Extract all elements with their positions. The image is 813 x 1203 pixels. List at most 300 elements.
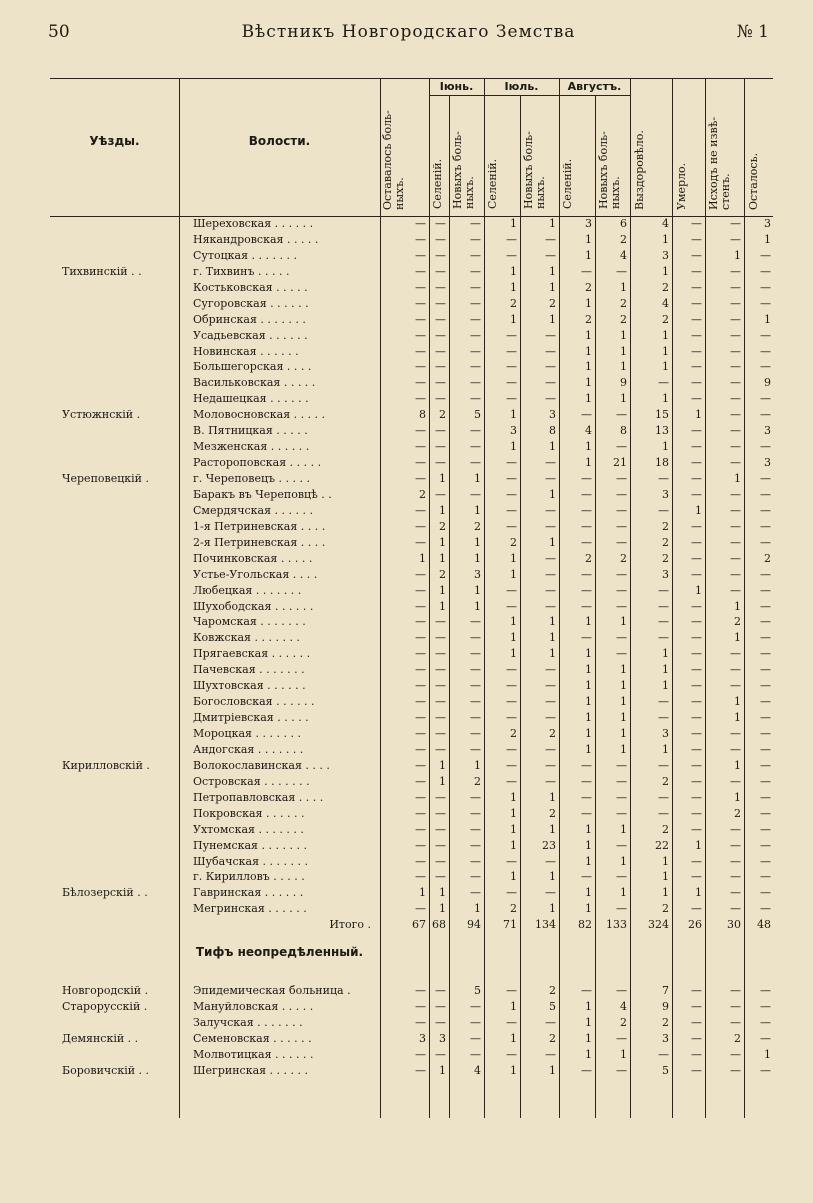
value-cell: 3 [510,424,517,438]
value-cell: — [760,1063,771,1077]
value-cell: — [730,679,741,693]
value-cell: 1 [662,344,669,358]
uezd-cell: Демянскій . . [62,1032,139,1045]
value-cell: — [506,487,517,501]
value-cell: — [691,376,702,390]
volost-cell: г. Череповецъ . . . . . [193,472,311,485]
value-cell: 1 [585,886,592,900]
value-cell: 1 [474,599,481,613]
value-cell: 3 [662,248,669,262]
value-cell: 1 [662,328,669,342]
table-row [50,662,773,678]
value-cell: — [415,248,426,262]
value-cell: — [760,727,771,740]
table-row [50,678,773,694]
value-cell: — [415,296,426,310]
value-cell: — [415,679,426,693]
value-cell: — [415,758,426,772]
value-cell: — [506,1016,517,1030]
value-cell: 1 [695,583,702,597]
value-cell: — [470,790,481,804]
value-cell: 1 [439,758,446,772]
value-cell: — [616,408,627,422]
value-cell: — [760,1032,771,1045]
value-cell: — [506,392,517,406]
volost-cell: Семеновская . . . . . . [193,1032,312,1045]
value-cell: — [506,599,517,613]
value-cell: 1 [585,615,592,629]
value-cell: — [435,360,446,374]
value-cell: — [545,472,556,485]
value-cell: 2 [662,902,669,916]
value-cell: 2 [585,551,592,565]
value-cell: — [691,519,702,533]
table-row [50,838,773,854]
table-row [50,885,773,901]
table-row [50,344,773,360]
value-cell: — [506,583,517,597]
value-cell: — [470,296,481,310]
value-cell: — [470,376,481,390]
value-cell: — [435,631,446,645]
value-cell: 3 [474,567,481,581]
value-cell: 1 [549,535,556,549]
value-cell: 1 [585,663,592,677]
value-cell: — [730,408,741,422]
value-cell: — [581,519,592,533]
volost-cell: Недашецкая . . . . . . [193,392,309,406]
value-cell: 1 [734,695,741,709]
value-cell: — [435,424,446,438]
header-august-novykh: Новыхъ боль-ныхъ. [597,131,622,209]
value-cell: — [435,695,446,709]
value-cell: — [730,1063,741,1077]
value-cell: — [435,456,446,470]
value-cell: — [581,1063,592,1077]
value-cell: 1 [439,599,446,613]
value-cell: — [730,503,741,517]
value-cell: — [545,551,556,565]
table-row [50,710,773,726]
value-cell: — [435,790,446,804]
value-cell: — [545,232,556,246]
value-cell: — [581,806,592,820]
value-cell: — [691,647,702,661]
value-cell: 1 [585,376,592,390]
value-cell: — [760,870,771,884]
value-cell: — [415,984,426,998]
value-cell: — [616,806,627,820]
value-cell: — [760,695,771,709]
table-row [50,1015,773,1031]
value-cell: 6 [620,217,627,230]
value-cell: — [470,647,481,661]
header-ostavalos: Оставалось боль-ныхъ. [381,110,406,210]
value-cell: — [581,599,592,613]
value-cell: 2 [549,296,556,310]
value-cell: — [658,806,669,820]
value-cell: 1 [662,663,669,677]
value-cell: — [470,886,481,900]
value-cell: — [658,472,669,485]
value-cell: 2 [734,806,741,820]
value-cell: — [506,984,517,998]
value-cell: 1 [585,1000,592,1014]
value-cell: — [691,790,702,804]
value-cell: 1 [510,312,517,326]
value-cell: — [470,742,481,756]
volost-cell: Андогская . . . . . . . [193,742,304,756]
value-cell: 2 [620,232,627,246]
value-cell: — [616,599,627,613]
value-cell: — [658,376,669,390]
uezd-cell: Бѣлозерскій . . [62,886,148,900]
value-cell: 4 [662,296,669,310]
value-cell: 22 [655,838,669,852]
value-cell: 3 [764,424,771,438]
value-cell: — [470,1000,481,1014]
volost-cell: Мезженская . . . . . . [193,440,310,454]
value-cell: 1 [585,440,592,454]
value-cell: — [506,758,517,772]
value-cell: 1 [620,742,627,756]
value-cell: — [470,424,481,438]
value-cell: 1 [439,1063,446,1077]
volost-cell: Чаромская . . . . . . . [193,615,306,629]
value-cell: 2 [510,535,517,549]
value-cell: — [545,1016,556,1030]
value-cell: 1 [549,822,556,836]
value-cell: — [470,870,481,884]
value-cell: — [760,886,771,900]
table-row [50,758,773,774]
value-cell: — [415,344,426,358]
value-cell: 1 [549,902,556,916]
volost-cell: Починковская . . . . . [193,551,313,565]
value-cell: 1 [620,1047,627,1061]
value-cell: 1 [585,711,592,725]
value-cell: — [470,456,481,470]
value-cell: — [581,758,592,772]
volost-cell: Богословская . . . . . . [193,695,315,709]
value-cell: — [691,1063,702,1077]
value-cell: — [435,312,446,326]
value-cell: — [415,392,426,406]
value-cell: — [616,264,627,278]
value-cell: — [506,679,517,693]
value-cell: 1 [620,344,627,358]
value-cell: 1 [474,758,481,772]
value-cell: — [415,1000,426,1014]
value-cell: 1 [695,886,702,900]
value-cell: 1 [510,838,517,852]
value-cell: — [691,631,702,645]
value-cell: — [658,599,669,613]
value-cell: — [760,902,771,916]
table-row [50,503,773,519]
value-cell: — [730,487,741,501]
value-cell: 1 [585,344,592,358]
value-cell: — [435,838,446,852]
value-cell: 9 [662,1000,669,1014]
value-cell: 5 [474,408,481,422]
value-cell: — [760,742,771,756]
value-cell: 26 [688,918,702,932]
volost-cell: Мегринская . . . . . . [193,902,307,916]
value-cell: — [435,679,446,693]
value-cell: — [545,392,556,406]
volost-cell: Волокославинская . . . . [193,758,330,772]
header-uezdy: Уѣзды. [89,134,140,148]
table-row [50,423,773,439]
value-cell: — [691,742,702,756]
value-cell: — [616,758,627,772]
value-cell: — [760,663,771,677]
table-row [50,535,773,551]
value-cell: — [415,535,426,549]
section-heading-row [50,933,773,973]
value-cell: — [415,424,426,438]
value-cell: — [545,360,556,374]
page-header [48,22,769,48]
value-cell: 18 [655,456,669,470]
value-cell: 3 [662,567,669,581]
value-cell: — [435,663,446,677]
header-june: Іюнь. [439,80,474,93]
value-cell: — [691,344,702,358]
value-cell: 2 [662,535,669,549]
table-row [50,1031,773,1047]
value-cell: 1 [510,806,517,820]
value-cell: — [506,663,517,677]
value-cell: 1 [585,647,592,661]
value-cell: — [415,615,426,629]
value-cell: — [470,232,481,246]
value-cell: — [581,631,592,645]
value-cell: — [470,854,481,868]
value-cell: 1 [585,232,592,246]
volost-cell: Обринская . . . . . . . [193,312,306,326]
value-cell: — [545,567,556,581]
value-cell: 23 [542,838,556,852]
value-cell: 1 [585,328,592,342]
value-cell: 1 [549,487,556,501]
value-cell: 71 [503,918,517,932]
value-cell: — [470,711,481,725]
value-cell: — [730,886,741,900]
header-july-novykh: Новыхъ боль-ныхъ. [522,131,547,209]
value-cell: — [435,727,446,740]
header-june-novykh: Новыхъ боль-ныхъ. [451,131,476,209]
value-cell: 1 [474,535,481,549]
value-cell: — [415,519,426,533]
value-cell: — [730,854,741,868]
uezd-cell: Старорусскій . [62,1000,148,1014]
value-cell: — [658,631,669,645]
value-cell: — [730,838,741,852]
value-cell: 1 [585,296,592,310]
value-cell: 1 [439,774,446,788]
value-cell: — [545,758,556,772]
value-cell: 1 [585,392,592,406]
volost-cell: Залучская . . . . . . . [193,1016,303,1030]
volost-cell: Гавринская . . . . . . [193,886,304,900]
value-cell: — [616,583,627,597]
value-cell: — [415,280,426,294]
value-cell: 1 [549,440,556,454]
value-cell: — [730,1016,741,1030]
value-cell: — [730,551,741,565]
value-cell: 2 [549,727,556,740]
value-cell: — [730,822,741,836]
value-cell: — [435,248,446,262]
value-cell: — [435,822,446,836]
value-cell: — [730,360,741,374]
value-cell: — [616,503,627,517]
value-cell: — [658,790,669,804]
value-cell: — [616,519,627,533]
value-cell: — [435,487,446,501]
value-cell: — [581,408,592,422]
value-cell: — [691,424,702,438]
volost-cell: г. Кирилловъ . . . . . [193,870,305,884]
volost-cell: Молвотицкая . . . . . . [193,1047,314,1061]
value-cell: — [691,456,702,470]
value-cell: — [545,1047,556,1061]
header-umerlo: Умерло. [675,162,688,210]
table-row [50,742,773,758]
value-cell: 1 [662,392,669,406]
value-cell: 3 [662,727,669,740]
value-cell: — [415,440,426,454]
value-cell: 1 [549,264,556,278]
header-ostalos: Осталось. [747,152,760,210]
table-row [50,359,773,375]
value-cell: 3 [764,456,771,470]
value-cell: — [435,296,446,310]
volost-cell: Шубачская . . . . . . . [193,854,308,868]
volost-cell: Мануйловская . . . . . [193,1000,314,1014]
value-cell: 1 [510,1000,517,1014]
value-cell: — [760,599,771,613]
volost-cell: Пачевская . . . . . . . [193,663,305,677]
header-july-seleniy: Селеній. [486,158,499,209]
volost-cell: Новинская . . . . . . [193,344,299,358]
value-cell: 1 [662,886,669,900]
value-cell: — [730,392,741,406]
value-cell: 2 [662,312,669,326]
value-cell: 2 [734,1032,741,1045]
value-cell: — [506,248,517,262]
value-cell: — [760,248,771,262]
value-cell: — [415,902,426,916]
volost-cell: 1-я Петриневская . . . . [193,519,326,533]
value-cell: 1 [439,583,446,597]
value-cell: 1 [620,695,627,709]
value-cell: — [470,822,481,836]
value-cell: — [760,774,771,788]
table-body [50,216,773,1079]
header-vyzdorovelo: Выздоровѣло. [633,130,646,210]
value-cell: — [506,503,517,517]
value-cell: — [435,264,446,278]
value-cell: — [730,232,741,246]
volost-cell: Шегринская . . . . . . [193,1063,309,1077]
value-cell: 2 [734,615,741,629]
value-cell: — [415,647,426,661]
value-cell: — [730,742,741,756]
value-cell: 2 [439,408,446,422]
value-cell: 1 [474,472,481,485]
value-cell: — [691,984,702,998]
volost-cell: Мороцкая . . . . . . . [193,727,301,740]
value-cell: — [435,376,446,390]
value-cell: 1 [695,408,702,422]
value-cell: 2 [662,519,669,533]
value-cell: — [730,264,741,278]
value-cell: — [415,328,426,342]
value-cell: — [506,519,517,533]
volost-cell: Сугоровская . . . . . . [193,296,309,310]
value-cell: 1 [474,503,481,517]
table-row [50,614,773,630]
table-row [50,694,773,710]
value-cell: — [470,838,481,852]
value-cell: — [415,503,426,517]
month-group-rule [429,95,630,96]
value-cell: — [545,663,556,677]
value-cell: — [760,567,771,581]
value-cell: 82 [578,918,592,932]
value-cell: — [415,727,426,740]
value-cell: 2 [620,551,627,565]
value-cell: — [760,758,771,772]
value-cell: — [658,503,669,517]
value-cell: 1 [585,822,592,836]
value-cell: — [691,1016,702,1030]
value-cell: 1 [585,360,592,374]
value-cell: — [415,822,426,836]
journal-title: Вѣстникъ Новгородскаго Земства [241,22,576,42]
value-cell: — [435,1047,446,1061]
value-cell: 1 [585,248,592,262]
value-cell: — [545,599,556,613]
value-cell: — [760,647,771,661]
value-cell: — [760,487,771,501]
value-cell: 3 [662,1032,669,1045]
value-cell: — [760,631,771,645]
value-cell: 1 [734,631,741,645]
value-cell: — [760,838,771,852]
uezd-cell: Новгородскій . [62,984,149,998]
value-cell: — [691,679,702,693]
value-cell: — [545,344,556,358]
value-cell: 1 [419,886,426,900]
value-cell: 1 [510,280,517,294]
value-cell: — [691,296,702,310]
value-cell: 3 [585,217,592,230]
value-cell: — [435,806,446,820]
value-cell: 67 [412,918,426,932]
value-cell: — [760,790,771,804]
value-cell: 2 [662,822,669,836]
value-cell: 1 [620,854,627,868]
value-cell: — [581,472,592,485]
volost-cell: Пунемская . . . . . . . [193,838,307,852]
value-cell: — [415,838,426,852]
value-cell: — [730,312,741,326]
value-cell: 1 [585,902,592,916]
